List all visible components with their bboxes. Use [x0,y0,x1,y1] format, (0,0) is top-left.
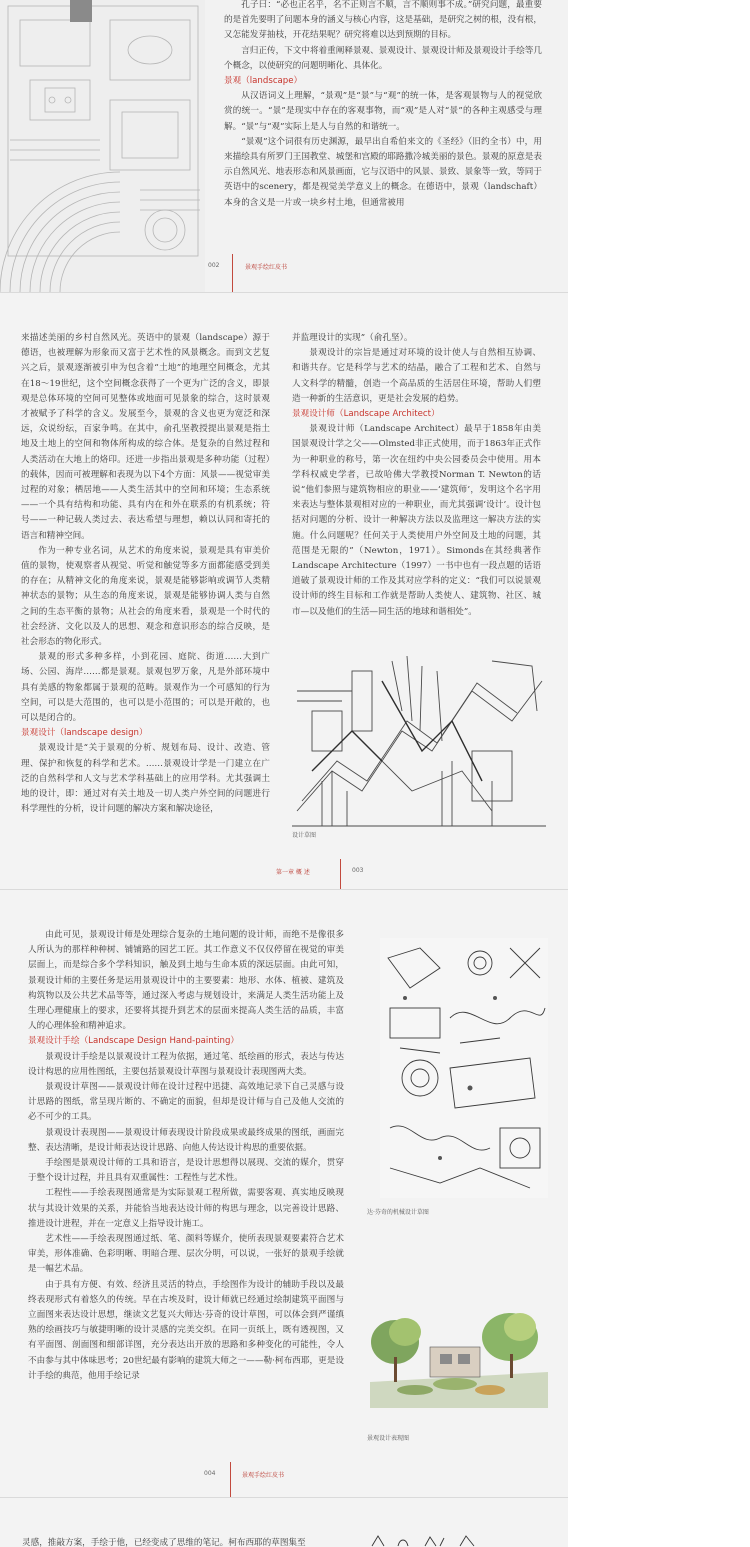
heading-landscape-architect: 景观设计师（Landscape Architect） [292,409,440,420]
paragraph: 作为一种专业名词，从艺术的角度来说，景观是具有审美价值的景物，使观察者从视觉、听觉和触觉等多方面都能感受到美的存在；从精神文化的角度来说，景观是能够影响或调节人类精神状态的景物；从生态的角度来说，景观是能够协调人类与自然之间的生态平衡的景物；从社会的角度来看，景观是一个时代的社会经济、文化以及人的思想、观念和意识形态的综合反映，是社会形态的物化形式。 [21,545,270,648]
paragraph: 艺术性——手绘表现图通过纸、笔、颜料等媒介，使所表现景观要素符合艺术审美，形体准确、色彩明晰、明暗合理、层次分明，可以说，一张好的景观手绘就是一幅艺术品。 [28,1234,344,1275]
davinci-mechanical-sketch-image [380,938,548,1198]
folio-divider [232,254,233,292]
page4-sketch-fragment [370,1534,480,1547]
page1-body-top [224,0,542,211]
paragraph: 景观设计的宗旨是通过对环境的设计使人与自然相互协调、和谐共存。它是科学与艺术的结晶，融合了工程和艺术、自然与人文科学的精髓，创造一个高品质的生活居住环境，帮助人们塑造一种新的生活意识，更是社会发展的趋势。 [292,348,541,404]
paragraph: 孔子曰：“必也正名乎，名不正则言不顺，言不顺则事不成。”研究问题，最重要的是首先要明了问题本身的涵义与核心内容，这是基础，是研究之树的根，没有根，又怎能发芽抽枝，开花结果呢？研究将难以达到预期的目标。 [224,0,542,41]
folio-divider [340,859,341,890]
paragraph: 工程性——手绘表现图通常是为实际景观工程所做，需要客观、真实地反映现状与其设计效果的关系，并能恰当地表达设计师的构思与理念，以完善设计思路、推进设计进程，并在一定意义上指导设计施工。 [28,1188,344,1229]
caption-landscape-rendering: 景观设计表现图 [367,1435,410,1442]
paragraph: 由此可见，景观设计师是处理综合复杂的土地问题的设计师，而绝不是像很多人所认为的那样种种树、铺铺路的园艺工匠。其工作意义不仅仅停留在视觉的审美层面上，而是综合多个学科知识，触及到土地与生命本质的深远层面。由此可知，景观设计师的主要任务是运用景观设计中的主要要素：地形、水体、植被、建筑及构筑物以及公共艺术品等等，通过深入考虑与规划设计，来满足人类生活功能上及生理心理健康上的要求，还要将其提升到艺术的层面来提高人类生活的品质，丰富人的心理体验和精神追求。 [28,930,344,1032]
paragraph: 景观设计表现图——景观设计师表现设计阶段成果或最终成果的图纸，画面完整、表达清晰，是设计师表达设计思路、向他人传达设计构思的重要依据。 [28,1127,344,1153]
folio-divider [230,1462,231,1498]
design-sketch-image [292,651,546,829]
paragraph: 手绘图是景观设计师的工具和语言，是设计思想得以展现、交流的媒介，贯穿于整个设计过程，并且具有双重属性：工程性与艺术性。 [28,1158,344,1184]
page-number: 002 [208,262,220,269]
paragraph: 从汉语词义上理解，“景观”是“景”与“观”的统一体，是客观景物与人的视觉欣赏的统一。“景”是现实中存在的客观事物，而“观”是人对“景”的各种主观感受与理解。“景”与“观”实际上是人与自然的和谐统一。 [224,91,542,132]
page-number: 004 [204,1470,216,1477]
architectural-plan-illustration [0,0,205,292]
paragraph: 景观设计手绘是以景观设计工程为依据，通过笔、纸绘画的形式，表达与传达设计构思的应用性图纸，主要包括景观设计草图与景观设计表现图两大类。 [28,1051,344,1077]
folio-title: 景观手绘红皮书 [242,1472,285,1479]
paragraph: “景观”这个词很有历史渊源，最早出自希伯来文的《圣经》（旧约全书）中，用来描绘具有所罗门王国教堂、城堡和宫殿的耶路撒冷城美丽的景色。景观的原意是表示自然风光、地表形态和风景画面，它与汉语中的风景、景致、景象等一致，等同于英语中的scenery，都是视觉美学意义上的概念。在德语中，景观（landschaft）本身的含义是一片或一块乡村土地，但通常被用 [224,136,542,208]
landscape-rendering-image [370,1302,548,1408]
folio [208,262,219,269]
paragraph: 景观的形式多种多样，小到花园、庭院、街道……大到广场、公园、海岸……都是景观。景观包罗万象，凡是外部环境中具有美感的物象都属于景观的范畴。景观作为一个可感知的行为空间，可以是大范围的，也可以是小范围的；可以是开敞的，也可以是闭合的。 [21,652,270,724]
page-002 [0,0,568,292]
folio-chapter: 第一章 概 述 [276,869,310,876]
paragraph: 来描述美丽的乡村自然风光。英语中的景观（landscape）源于德语，也被理解为形象而又富于艺术性的风景概念。而到文艺复兴之后，景观逐渐被引申为包含着“土地”的地理空间概念，尤其在18～19世纪，这个空间概念获得了一个更为广泛的含义，即景观是总体环境的空间可见整体或地面可见景象的综合，这时景观才被赋予了科学的含义。发展至今，景观的含义也更为宽泛和深远，众说纷纭，百家争鸣。在其中，俞孔坚教授提出景观是指土地及土地上的空间和物体所构成的综合体。是复杂的自然过程和人类活动在大地上的烙印。还进一步指出景观是多种功能（过程）的载体，因而可被理解和表现为以下4个方面：风景——视觉审美过程的对象；栖居地——人类生活其中的空间和环境；生态系统——一个具有结构和功能、具有内在和外在联系的有机系统；符号——一种记载人类过去、表达希望与理想，赖以认同和寄托的语言和精神空间。 [21,333,270,541]
page4-body [22,1536,342,1547]
paragraph: 由于具有方便、有效、经济且灵活的特点，手绘图作为设计的辅助手段以及最终表现形式有着悠久的传统。早在古埃及时，设计师就已经通过绘制建筑平面图与立面图来表达设计思想，继读文艺复兴大师达·芬奇的设计草图，可以体会到严谨缜熟的绘画技巧与敏捷明晰的设计灵感的完美交织。在同一页纸上，既有透视图，又有平面图、剖面图和细部详图，充分表达出开放的思路和多种变化的可能性，令人不由参与其中体味思考；20世纪最有影响的建筑大师之一——勒·柯布西耶，更是设计手绘的典范，他用手绘记录 [28,1279,344,1381]
caption-design-sketch: 设计草图 [292,832,317,839]
heading-hand-painting: 景观设计手绘（Landscape Design Hand-painting） [28,1036,239,1047]
page3-body [28,928,344,1384]
paragraph: 景观设计师（Landscape Architect）最早于1858年由美国景观设计学之父——Olmsted非正式使用，而于1863年正式作为一种职业的称号，第一次在纽约中央公园委员会中使用。用本学科权威史学者，已故哈佛大学教授Norman T. Newton的话说“他们参照与建筑物相应的职业——‘建筑师’，发明这个名字用来表达与整体景观相对应的一种职业，而尤其强调‘设计’。设计包括对问题的分析、设计一种解决方法以及监理这一解决方法的实施。什么问题呢？任何关于人类使用户外空间及土地的问题，其范围是无限的”（Newton，1971）。Simonds在其经典著作Landscape Architecture（1997）一书中也有一段点题的话语道破了景观设计师的工作及其对应学科的定义：“我们可以说景观设计师的终生目标和工作就是帮助人类使人、建筑物、社区、城市—以及他们的生活—同生活的地球和谐相处”。 [292,424,541,617]
page2-right-column [292,331,541,620]
paragraph: 景观设计是“关于景观的分析、规划布局、设计、改造、管理、保护和恢复的科学和艺术。……景观设计学是一门建立在广泛的自然科学和人文与艺术学科基础上的应用学科。尤其强调土地的设计，即：通过对有关土地及一切人类户外空间的问题进行科学理性的分析，设计问题的解决方案和解决途径， [21,743,270,815]
heading-landscape-design: 景观设计（landscape design） [21,728,148,739]
paragraph: 景观设计草图——景观设计师在设计过程中迅捷、高效地记录下自己灵感与设计思路的图纸，常呈现片断的、不确定的面貌，但却是设计师与自己及他人交流的必不可少的工具。 [28,1082,344,1123]
paragraph: 并监理设计的实现”（俞孔坚）。 [292,333,413,343]
heading-landscape: 景观（landscape） [224,76,303,87]
page-004 [0,889,568,1498]
page2-left-column [21,331,270,818]
paragraph: 灵感，推敲方案，手绘于他，已经变成了思维的笔记。柯布西耶的草图集至 [22,1538,306,1547]
page-003 [0,292,568,890]
caption-davinci-sketch: 达·芬奇的机械设计草图 [367,1209,429,1216]
folio-title: 景观手绘红皮书 [245,264,288,271]
page-005-partial [0,1497,568,1547]
paragraph: 言归正传，下文中将着重阐释景观、景观设计、景观设计师及景观设计手绘等几个概念，以使研究的问题明晰化、具体化。 [224,45,542,71]
page-number: 003 [352,867,364,874]
